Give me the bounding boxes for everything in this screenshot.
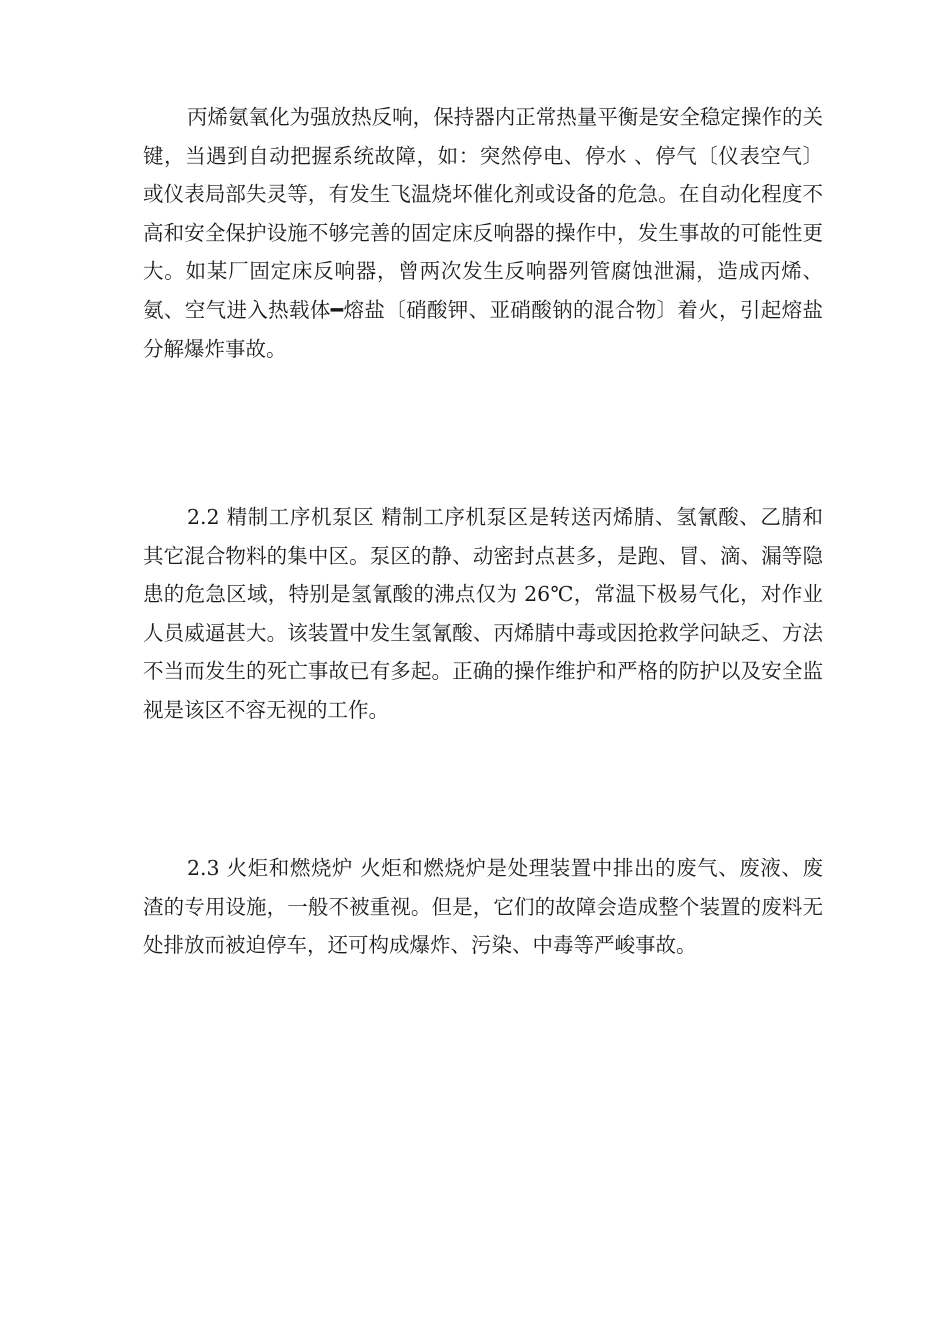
paragraph-refining-pump-area: 2.2 精制工序机泵区 精制工序机泵区是转送丙烯腈、氢氰酸、乙腈和其它混合物料的集中区。泵区的静、动密封点甚多，是跑、冒、滴、漏等隐患的危急区域，特别是氢氰酸的沸点仅为 26℃，常温下极易气化，对作业人员威逼甚大。该装置中发生氢氰酸、丙烯腈中毒或因抢救学问缺乏、方法不当而发生的死亡事故已有多起。正确的操作维护和严格的防护以及安全监视是该区不容无视的工作。 — [143, 505, 823, 722]
paragraph-flare-and-incinerator: 2.3 火炬和燃烧炉 火炬和燃烧炉是处理装置中排出的废气、废液、废渣的专用设施，一般不被重视。但是，它们的故障会造成整个装置的废料无处排放而被迫停车，还可构成爆炸、污染、中毒等严峻事故。 — [143, 856, 823, 958]
paragraph-reaction-heat-balance: 丙烯氨氧化为强放热反响，保持器内正常热量平衡是安全稳定操作的关键，当遇到自动把握系统故障，如：突然停电、停水 、停气〔仪表空气〕或仪表局部失灵等，有发生飞温烧坏催化剂或设备的危急。在自动化程度不高和安全保护设施不够完善的固定床反响器的操作中，发生事故的可能性更大。如某厂固定床反响器，曾两次发生反响器列管腐蚀泄漏，造成丙烯、氨、空气进入热载体━熔盐〔硝酸钾、亚硝酸钠的混合物〕着火，引起熔盐分解爆炸事故。 — [143, 105, 823, 361]
